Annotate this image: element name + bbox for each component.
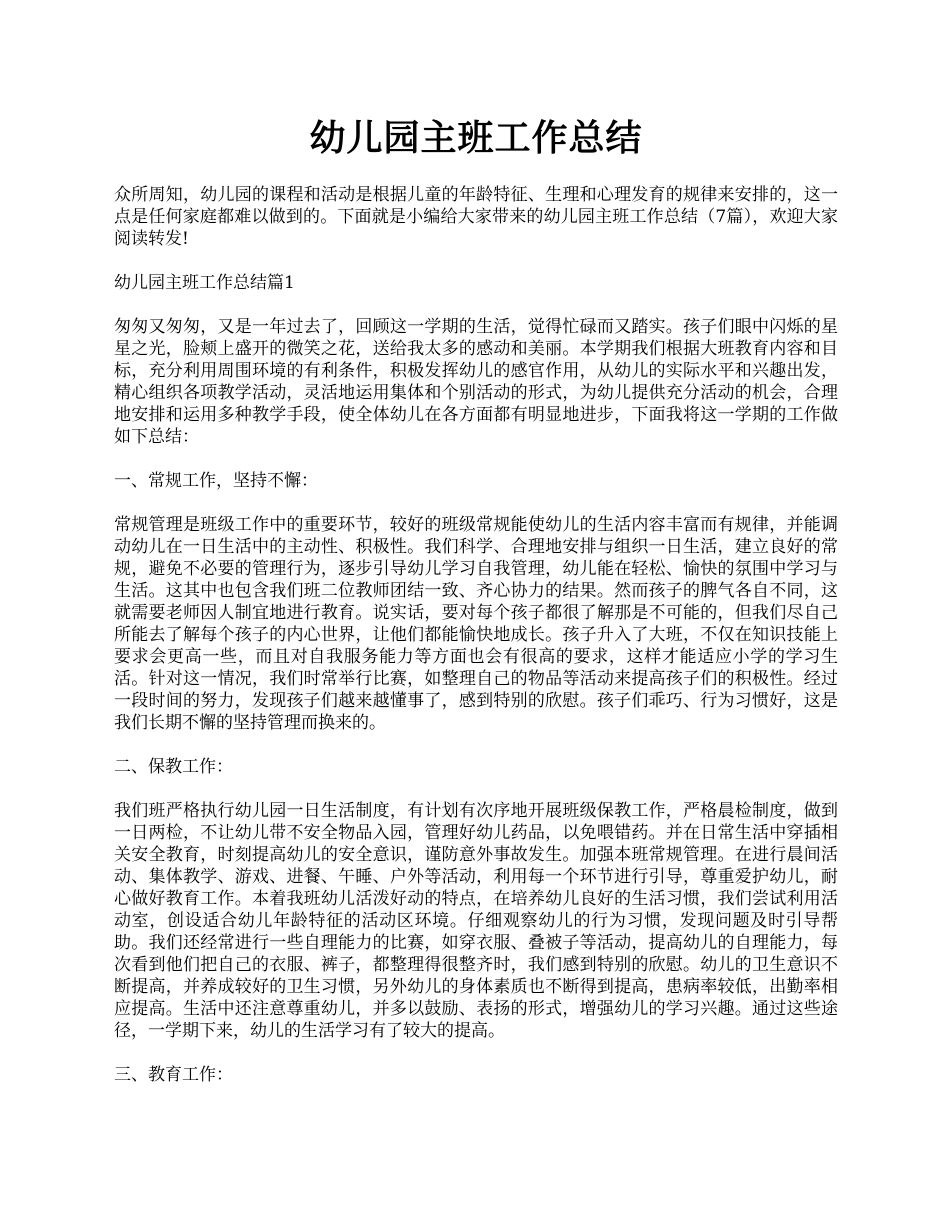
heading-teaching-work: 三、教育工作： [114,1065,233,1085]
section-title: 幼儿园主班工作总结篇1 [114,273,295,293]
heading-routine-work: 一、常规工作，坚持不懈： [114,471,318,491]
opening-paragraph: 匆匆又匆匆，又是一年过去了，回顾这一学期的生活，觉得忙碌而又踏实。孩子们眼中闪烁的星星之光，脸颊上盛开的微笑之花，送给我太多的感动和美丽。本学期我们根据大班教育内容和目标，充分利用周围环境的有利条件，积极发挥幼儿的感官作用，从幼儿的实际水平和兴趣出发，精心组织各项教学活动，灵活地运用集体和个别活动的形式，为幼儿提供充分活动的机会，合理地安排和运用多种教学手段，使全体幼儿在各方面都有明显地进步，下面我将这一学期的工作做如下总结： [114,317,838,447]
routine-work-paragraph: 常规管理是班级工作中的重要环节，较好的班级常规能使幼儿的生活内容丰富而有规律，并能调动幼儿在一日生活中的主动性、积极性。我们科学、合理地安排与组织一日生活，建立良好的常规，避免不必要的管理行为，逐步引导幼儿学习自我管理，幼儿能在轻松、愉快的氛围中学习与生活。这其中也包含我们班二位教师团结一致、齐心协力的结果。然而孩子的脾气各自不同，这就需要老师因人制宜地进行教育。说实话，要对每个孩子都很了解那是不可能的，但我们尽自己所能去了解每个孩子的内心世界，让他们都能愉快地成长。孩子升入了大班，不仅在知识技能上要求会更高一些，而且对自我服务能力等方面也会有很高的要求，这样才能适应小学的学习生活。针对这一情况，我们时常举行比赛，如整理自己的物品等活动来提高孩子们的积极性。经过一段时间的努力，发现孩子们越来越懂事了，感到特别的欣慰。孩子们乖巧、行为习惯好，这是我们长期不懈的坚持管理而换来的。 [114,515,838,733]
intro-paragraph: 众所周知，幼儿园的课程和活动是根据儿童的年龄特征、生理和心理发育的规律来安排的，这一点是任何家庭都难以做到的。下面就是小编给大家带来的幼儿园主班工作总结（7篇），欢迎大家阅读转发! [114,185,838,249]
care-education-paragraph: 我们班严格执行幼儿园一日生活制度，有计划有次序地开展班级保教工作，严格晨检制度，做到一日两检，不让幼儿带不安全物品入园，管理好幼儿药品，以免喂错药。并在日常生活中穿插相关安全教育，时刻提高幼儿的安全意识，谨防意外事故发生。加强本班常规管理。在进行晨间活动、集体教学、游戏、进餐、午睡、户外等活动，利用每一个环节进行引导，尊重爱护幼儿，耐心做好教育工作。本着我班幼儿活泼好动的特点，在培养幼儿良好的生活习惯，我们尝试利用活动室，创设适合幼儿年龄特征的活动区环境。仔细观察幼儿的行为习惯，发现问题及时引导帮助。我们还经常进行一些自理能力的比赛，如穿衣服、叠被子等活动，提高幼儿的自理能力，每次看到他们把自己的衣服、裤子，都整理得很整齐时，我们感到特别的欣慰。幼儿的卫生意识不断提高，并养成较好的卫生习惯，另外幼儿的身体素质也不断得到提高，患病率较低，出勤率相应提高。生活中还注意尊重幼儿，并多以鼓励、表扬的形式，增强幼儿的学习兴趣。通过这些途径，一学期下来，幼儿的生活学习有了较大的提高。 [114,801,838,1041]
heading-care-education: 二、保教工作： [114,757,233,777]
document-page [114,110,838,1108]
document-title: 幼儿园主班工作总结 [309,117,643,159]
